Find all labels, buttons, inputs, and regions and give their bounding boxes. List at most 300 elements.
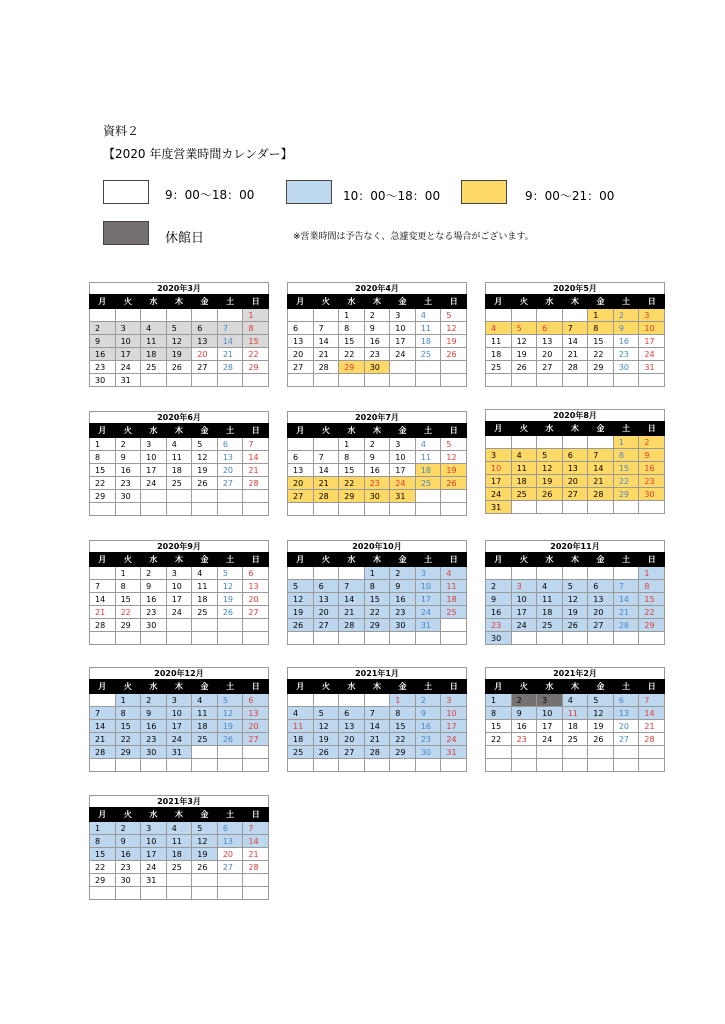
day-cell: 7 bbox=[364, 707, 390, 720]
legend-swatch-late-open bbox=[286, 180, 332, 204]
day-cell: 3 bbox=[390, 309, 416, 322]
day-cell: 17 bbox=[486, 475, 512, 488]
day-cell: 26 bbox=[217, 606, 243, 619]
day-cell bbox=[441, 619, 467, 632]
weekday-header: 月 bbox=[288, 553, 314, 567]
day-cell: 9 bbox=[390, 580, 416, 593]
day-cell: 19 bbox=[192, 464, 218, 477]
day-cell: 9 bbox=[511, 707, 537, 720]
weekday-header: 金 bbox=[192, 295, 218, 309]
day-cell: 4 bbox=[486, 322, 512, 335]
day-cell bbox=[390, 632, 416, 645]
day-cell bbox=[562, 759, 588, 772]
weekday-header: 日 bbox=[243, 680, 269, 694]
day-cell: 20 bbox=[243, 720, 269, 733]
day-cell: 2 bbox=[613, 309, 639, 322]
day-cell bbox=[243, 759, 269, 772]
weekday-header: 水 bbox=[537, 422, 563, 436]
day-cell: 12 bbox=[217, 580, 243, 593]
day-cell: 25 bbox=[537, 619, 563, 632]
day-cell: 23 bbox=[639, 475, 665, 488]
day-cell: 13 bbox=[243, 707, 269, 720]
week-row bbox=[486, 348, 665, 361]
week-row bbox=[486, 733, 665, 746]
week-row bbox=[288, 374, 467, 387]
day-cell: 26 bbox=[441, 477, 467, 490]
day-cell: 14 bbox=[364, 720, 390, 733]
calendar-grid bbox=[287, 423, 467, 516]
day-cell bbox=[313, 694, 339, 707]
day-cell bbox=[243, 746, 269, 759]
day-cell: 19 bbox=[511, 348, 537, 361]
day-cell: 29 bbox=[115, 619, 141, 632]
week-row bbox=[486, 580, 665, 593]
day-cell: 19 bbox=[288, 606, 314, 619]
day-cell: 23 bbox=[115, 477, 141, 490]
day-cell bbox=[613, 759, 639, 772]
day-cell bbox=[166, 503, 192, 516]
day-cell: 15 bbox=[339, 464, 365, 477]
day-cell: 3 bbox=[166, 567, 192, 580]
day-cell bbox=[441, 503, 467, 516]
day-cell bbox=[511, 632, 537, 645]
day-cell: 20 bbox=[313, 606, 339, 619]
day-cell bbox=[243, 874, 269, 887]
day-cell: 23 bbox=[141, 733, 167, 746]
calendar-grid bbox=[89, 807, 269, 900]
weekday-header: 月 bbox=[90, 553, 116, 567]
day-cell: 16 bbox=[141, 593, 167, 606]
day-cell bbox=[166, 374, 192, 387]
day-cell: 6 bbox=[339, 707, 365, 720]
weekday-header: 金 bbox=[588, 295, 614, 309]
day-cell: 15 bbox=[339, 335, 365, 348]
day-cell: 29 bbox=[243, 361, 269, 374]
day-cell bbox=[415, 361, 441, 374]
day-cell: 25 bbox=[441, 606, 467, 619]
day-cell: 25 bbox=[166, 477, 192, 490]
day-cell: 6 bbox=[537, 322, 563, 335]
day-cell: 20 bbox=[288, 477, 314, 490]
day-cell bbox=[166, 309, 192, 322]
week-row bbox=[486, 707, 665, 720]
day-cell: 16 bbox=[613, 335, 639, 348]
day-cell: 22 bbox=[115, 606, 141, 619]
document-label: 資料２ bbox=[103, 124, 140, 138]
day-cell: 21 bbox=[639, 720, 665, 733]
day-cell: 5 bbox=[562, 580, 588, 593]
day-cell bbox=[192, 887, 218, 900]
day-cell bbox=[562, 374, 588, 387]
day-cell: 27 bbox=[339, 746, 365, 759]
weekday-header: 火 bbox=[313, 295, 339, 309]
day-cell: 7 bbox=[588, 449, 614, 462]
day-cell: 25 bbox=[288, 746, 314, 759]
week-row bbox=[288, 619, 467, 632]
day-cell bbox=[613, 374, 639, 387]
week-row bbox=[90, 567, 269, 580]
day-cell: 7 bbox=[243, 822, 269, 835]
weekday-header: 木 bbox=[364, 424, 390, 438]
day-cell bbox=[141, 374, 167, 387]
week-row bbox=[90, 580, 269, 593]
day-cell: 30 bbox=[364, 361, 390, 374]
day-cell: 17 bbox=[415, 593, 441, 606]
day-cell bbox=[90, 503, 116, 516]
day-cell: 21 bbox=[364, 733, 390, 746]
day-cell: 12 bbox=[511, 335, 537, 348]
day-cell: 12 bbox=[217, 707, 243, 720]
day-cell: 21 bbox=[613, 606, 639, 619]
day-cell: 28 bbox=[313, 490, 339, 503]
day-cell bbox=[537, 374, 563, 387]
day-cell: 11 bbox=[415, 322, 441, 335]
day-cell: 5 bbox=[192, 438, 218, 451]
day-cell: 10 bbox=[390, 451, 416, 464]
week-row bbox=[486, 501, 665, 514]
day-cell: 21 bbox=[313, 477, 339, 490]
week-row bbox=[90, 822, 269, 835]
week-row bbox=[90, 374, 269, 387]
day-cell: 28 bbox=[313, 361, 339, 374]
weekday-header: 月 bbox=[90, 424, 116, 438]
day-cell: 31 bbox=[115, 374, 141, 387]
day-cell: 27 bbox=[562, 488, 588, 501]
day-cell bbox=[537, 759, 563, 772]
day-cell: 10 bbox=[415, 580, 441, 593]
weekday-header-row bbox=[90, 553, 269, 567]
day-cell: 22 bbox=[486, 733, 512, 746]
day-cell: 30 bbox=[90, 374, 116, 387]
calendar-2021-03 bbox=[89, 795, 269, 900]
day-cell: 3 bbox=[441, 694, 467, 707]
day-cell: 14 bbox=[562, 335, 588, 348]
weekday-header: 金 bbox=[192, 424, 218, 438]
weekday-header: 土 bbox=[613, 680, 639, 694]
week-row bbox=[90, 348, 269, 361]
day-cell: 12 bbox=[562, 593, 588, 606]
day-cell: 5 bbox=[441, 438, 467, 451]
day-cell: 11 bbox=[486, 335, 512, 348]
week-row bbox=[288, 707, 467, 720]
legend-label-extended: 9：00～21：00 bbox=[525, 189, 615, 203]
week-row bbox=[90, 848, 269, 861]
weekday-header: 日 bbox=[441, 553, 467, 567]
day-cell: 1 bbox=[243, 309, 269, 322]
calendar-month-title: 2020年12月 bbox=[89, 667, 269, 679]
day-cell: 20 bbox=[243, 593, 269, 606]
week-row bbox=[288, 720, 467, 733]
day-cell: 28 bbox=[613, 619, 639, 632]
day-cell bbox=[217, 374, 243, 387]
weekday-header-row bbox=[288, 553, 467, 567]
weekday-header: 火 bbox=[511, 422, 537, 436]
day-cell: 8 bbox=[115, 707, 141, 720]
day-cell: 13 bbox=[613, 707, 639, 720]
week-row bbox=[288, 593, 467, 606]
day-cell: 23 bbox=[511, 733, 537, 746]
calendar-2020-03 bbox=[89, 282, 269, 387]
day-cell: 24 bbox=[415, 606, 441, 619]
day-cell bbox=[537, 501, 563, 514]
weekday-header: 土 bbox=[613, 295, 639, 309]
weekday-header: 木 bbox=[562, 553, 588, 567]
day-cell: 21 bbox=[339, 606, 365, 619]
week-row bbox=[90, 322, 269, 335]
day-cell: 10 bbox=[166, 580, 192, 593]
week-row bbox=[486, 309, 665, 322]
weekday-header: 木 bbox=[166, 808, 192, 822]
weekday-header: 水 bbox=[141, 680, 167, 694]
day-cell: 13 bbox=[562, 462, 588, 475]
weekday-header: 月 bbox=[288, 680, 314, 694]
weekday-header: 土 bbox=[613, 422, 639, 436]
day-cell: 14 bbox=[243, 451, 269, 464]
day-cell: 20 bbox=[288, 348, 314, 361]
day-cell bbox=[562, 632, 588, 645]
weekday-header: 月 bbox=[288, 424, 314, 438]
day-cell: 3 bbox=[537, 694, 563, 707]
day-cell: 29 bbox=[115, 746, 141, 759]
day-cell: 17 bbox=[390, 464, 416, 477]
week-row bbox=[486, 488, 665, 501]
day-cell bbox=[243, 632, 269, 645]
day-cell: 8 bbox=[364, 580, 390, 593]
week-row bbox=[486, 449, 665, 462]
day-cell: 18 bbox=[141, 348, 167, 361]
day-cell: 6 bbox=[588, 580, 614, 593]
week-row bbox=[486, 593, 665, 606]
day-cell bbox=[390, 503, 416, 516]
day-cell: 28 bbox=[339, 619, 365, 632]
calendar-grid bbox=[89, 552, 269, 645]
week-row bbox=[486, 606, 665, 619]
day-cell bbox=[141, 503, 167, 516]
day-cell bbox=[613, 567, 639, 580]
day-cell: 28 bbox=[90, 746, 116, 759]
day-cell: 5 bbox=[441, 309, 467, 322]
weekday-header: 火 bbox=[115, 553, 141, 567]
day-cell bbox=[217, 746, 243, 759]
day-cell bbox=[192, 374, 218, 387]
day-cell: 29 bbox=[364, 619, 390, 632]
day-cell: 2 bbox=[511, 694, 537, 707]
day-cell: 17 bbox=[537, 720, 563, 733]
day-cell bbox=[339, 374, 365, 387]
day-cell: 8 bbox=[639, 580, 665, 593]
calendar-grid bbox=[485, 552, 665, 645]
day-cell bbox=[192, 874, 218, 887]
day-cell bbox=[115, 503, 141, 516]
weekday-header: 日 bbox=[639, 295, 665, 309]
day-cell: 16 bbox=[639, 462, 665, 475]
day-cell: 4 bbox=[141, 322, 167, 335]
day-cell bbox=[537, 632, 563, 645]
day-cell: 1 bbox=[588, 309, 614, 322]
day-cell: 1 bbox=[390, 694, 416, 707]
day-cell: 4 bbox=[192, 567, 218, 580]
day-cell: 8 bbox=[115, 580, 141, 593]
weekday-header: 土 bbox=[217, 295, 243, 309]
calendar-grid bbox=[287, 552, 467, 645]
day-cell: 1 bbox=[486, 694, 512, 707]
day-cell: 10 bbox=[511, 593, 537, 606]
weekday-header-row bbox=[486, 680, 665, 694]
week-row bbox=[288, 490, 467, 503]
day-cell: 10 bbox=[141, 451, 167, 464]
day-cell: 28 bbox=[562, 361, 588, 374]
day-cell bbox=[243, 374, 269, 387]
day-cell: 26 bbox=[441, 348, 467, 361]
weekday-header: 火 bbox=[313, 424, 339, 438]
day-cell bbox=[217, 490, 243, 503]
day-cell: 27 bbox=[288, 490, 314, 503]
weekday-header: 日 bbox=[441, 680, 467, 694]
day-cell: 5 bbox=[537, 449, 563, 462]
week-row bbox=[486, 567, 665, 580]
day-cell: 12 bbox=[192, 835, 218, 848]
day-cell: 27 bbox=[537, 361, 563, 374]
day-cell bbox=[192, 759, 218, 772]
calendar-month-title: 2020年5月 bbox=[485, 282, 665, 294]
day-cell: 22 bbox=[115, 733, 141, 746]
day-cell: 12 bbox=[441, 451, 467, 464]
day-cell: 9 bbox=[115, 835, 141, 848]
day-cell: 15 bbox=[390, 720, 416, 733]
day-cell bbox=[441, 632, 467, 645]
week-row bbox=[90, 874, 269, 887]
day-cell bbox=[339, 632, 365, 645]
weekday-header: 木 bbox=[166, 680, 192, 694]
weekday-header: 水 bbox=[141, 424, 167, 438]
calendar-2020-07 bbox=[287, 411, 467, 516]
day-cell: 2 bbox=[141, 567, 167, 580]
day-cell: 6 bbox=[313, 580, 339, 593]
weekday-header: 金 bbox=[390, 424, 416, 438]
day-cell: 6 bbox=[562, 449, 588, 462]
day-cell: 26 bbox=[217, 733, 243, 746]
day-cell: 5 bbox=[217, 567, 243, 580]
week-row bbox=[486, 374, 665, 387]
day-cell bbox=[537, 746, 563, 759]
day-cell: 12 bbox=[441, 322, 467, 335]
day-cell: 23 bbox=[141, 606, 167, 619]
week-row bbox=[90, 335, 269, 348]
weekday-header: 火 bbox=[511, 295, 537, 309]
week-row bbox=[288, 759, 467, 772]
day-cell: 24 bbox=[639, 348, 665, 361]
day-cell: 15 bbox=[639, 593, 665, 606]
week-row bbox=[288, 451, 467, 464]
day-cell: 11 bbox=[192, 707, 218, 720]
day-cell bbox=[90, 759, 116, 772]
day-cell: 14 bbox=[90, 720, 116, 733]
day-cell: 11 bbox=[537, 593, 563, 606]
calendar-grid bbox=[89, 294, 269, 387]
day-cell: 14 bbox=[639, 707, 665, 720]
day-cell: 21 bbox=[217, 348, 243, 361]
day-cell bbox=[486, 746, 512, 759]
weekday-header: 土 bbox=[217, 808, 243, 822]
day-cell: 30 bbox=[115, 490, 141, 503]
week-row bbox=[486, 322, 665, 335]
day-cell: 31 bbox=[415, 619, 441, 632]
weekday-header-row bbox=[486, 422, 665, 436]
day-cell: 20 bbox=[339, 733, 365, 746]
day-cell bbox=[288, 374, 314, 387]
day-cell: 21 bbox=[243, 464, 269, 477]
week-row bbox=[486, 632, 665, 645]
day-cell: 1 bbox=[339, 438, 365, 451]
day-cell: 17 bbox=[115, 348, 141, 361]
day-cell: 11 bbox=[562, 707, 588, 720]
legend-label-late-open: 10：00～18：00 bbox=[343, 189, 441, 203]
week-row bbox=[90, 720, 269, 733]
day-cell: 2 bbox=[639, 436, 665, 449]
day-cell bbox=[90, 309, 116, 322]
day-cell: 6 bbox=[288, 322, 314, 335]
day-cell: 19 bbox=[217, 720, 243, 733]
day-cell: 2 bbox=[364, 309, 390, 322]
day-cell: 7 bbox=[313, 451, 339, 464]
day-cell bbox=[486, 374, 512, 387]
day-cell: 10 bbox=[639, 322, 665, 335]
legend-swatch-extended bbox=[461, 180, 507, 204]
day-cell: 11 bbox=[166, 451, 192, 464]
day-cell bbox=[441, 361, 467, 374]
weekday-header: 土 bbox=[613, 553, 639, 567]
day-cell: 10 bbox=[390, 322, 416, 335]
weekday-header: 日 bbox=[441, 295, 467, 309]
day-cell bbox=[192, 490, 218, 503]
day-cell: 26 bbox=[313, 746, 339, 759]
day-cell: 23 bbox=[613, 348, 639, 361]
calendar-2020-05 bbox=[485, 282, 665, 387]
day-cell: 26 bbox=[192, 477, 218, 490]
day-cell bbox=[115, 309, 141, 322]
day-cell: 18 bbox=[192, 593, 218, 606]
day-cell bbox=[511, 436, 537, 449]
day-cell bbox=[486, 759, 512, 772]
day-cell bbox=[390, 759, 416, 772]
week-row bbox=[288, 348, 467, 361]
day-cell: 8 bbox=[243, 322, 269, 335]
day-cell bbox=[288, 438, 314, 451]
day-cell: 1 bbox=[639, 567, 665, 580]
weekday-header: 火 bbox=[313, 553, 339, 567]
day-cell bbox=[390, 361, 416, 374]
day-cell bbox=[486, 309, 512, 322]
day-cell bbox=[441, 490, 467, 503]
day-cell: 28 bbox=[243, 861, 269, 874]
week-row bbox=[486, 335, 665, 348]
weekday-header-row bbox=[486, 295, 665, 309]
day-cell: 18 bbox=[288, 733, 314, 746]
day-cell: 23 bbox=[415, 733, 441, 746]
day-cell: 26 bbox=[166, 361, 192, 374]
calendar-month-title: 2020年9月 bbox=[89, 540, 269, 552]
day-cell: 2 bbox=[415, 694, 441, 707]
day-cell bbox=[217, 887, 243, 900]
day-cell bbox=[613, 746, 639, 759]
day-cell: 17 bbox=[441, 720, 467, 733]
day-cell: 11 bbox=[141, 335, 167, 348]
day-cell: 1 bbox=[613, 436, 639, 449]
day-cell: 30 bbox=[115, 874, 141, 887]
day-cell: 5 bbox=[166, 322, 192, 335]
day-cell: 25 bbox=[562, 733, 588, 746]
day-cell: 17 bbox=[511, 606, 537, 619]
